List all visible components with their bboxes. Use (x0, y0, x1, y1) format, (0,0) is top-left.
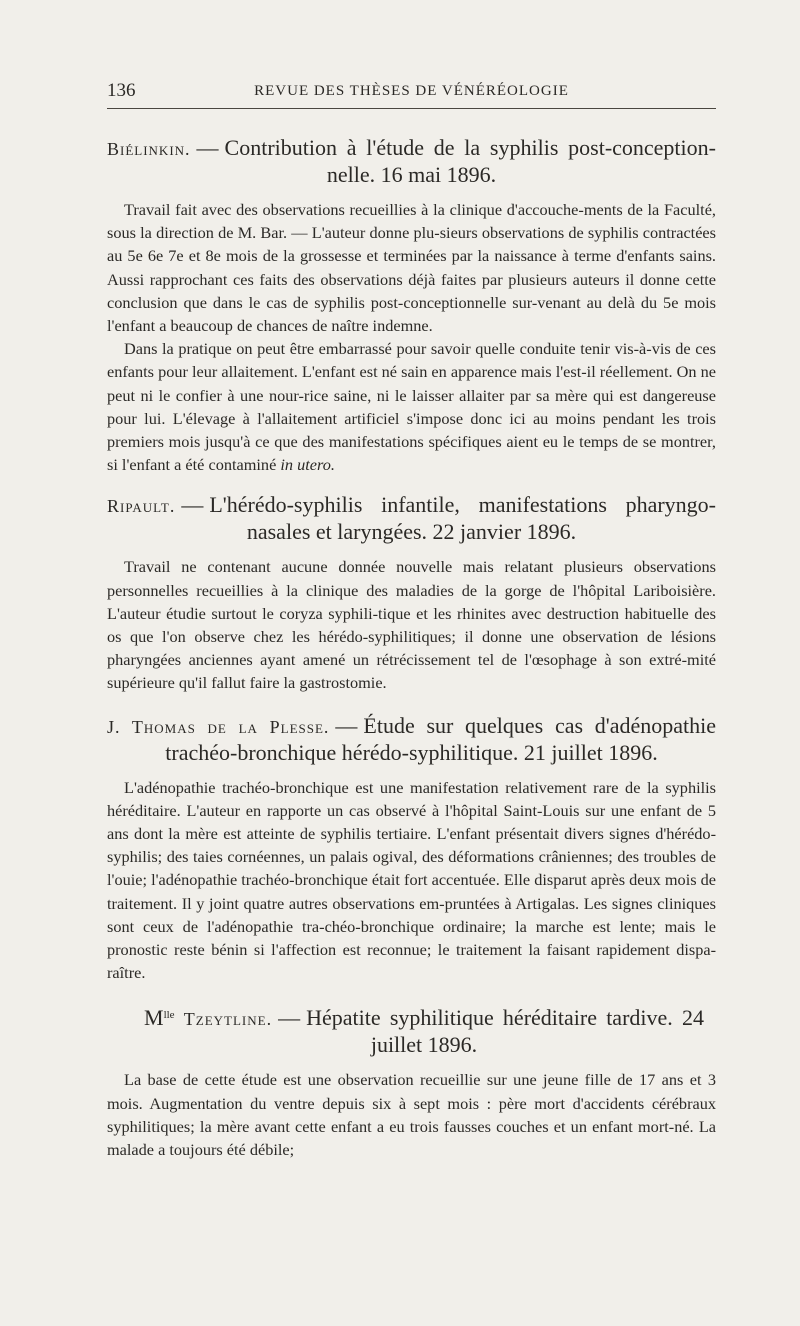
thesis-entry (107, 492, 716, 694)
entry-heading: $M^{lle}$ Tzeytline. — Hépatite syphilitique héréditaire tardive. 24 juillet 1896. (144, 1005, 704, 1058)
entry-paragraph: L'adénopathie trachéo-bronchique est une manifestation relativement rare de la syphilis héréditaire. L'auteur en rapporte un cas observé à l'hôpital Saint-Louis sur une enfant de 5 ans dont la mère est atteinte de syphilis tertiaire. L'enfant présentait divers signes d'hérédo-syphilis; des taies cornéennes, un palais ogival, des déformations crâniennes; des troubles de l'ouie; l'adénopathie trachéo-bronchique était fort accentuée. Elle disparut après deux mois de traitement. Il y joint quatre autres observations em-pruntées à Artigalas. Les signes cliniques sont ceux de l'adénopathie tra-chéo-bronchique ordinaire; la marche est lente; mais le pronostic reste bénin si l'affection est reconnue; le traitement la faisant rapidement dispa-raître. (107, 777, 716, 983)
entry-author: Tzeytline. (183, 1009, 273, 1030)
entry-heading: Biélinkin. — Contribution à l'étude de la syphilis post-conception-nelle. 16 mai 1896. (107, 135, 716, 187)
thesis-entry (107, 135, 716, 476)
entry-body (107, 198, 716, 476)
entry-heading: Ripault. — L'hérédo-syphilis infantile, manifestations pharyngo-nasales et laryngées. 22 janvier 1896. (107, 492, 716, 545)
entry-paragraph: Travail ne contenant aucune donnée nouvelle mais relatant plusieurs observations personnelles recueillies à la clinique des maladies de la gorge de l'hôpital Lariboisière. L'auteur étudie surtout le coryza syphili-tique et les rhinites avec destruction habituelle des os que l'on observe chez les hérédo-syphilitiques; il donne une observation de lésions pharyngées anciennes ayant amené un rétrécissement tel de l'œsophage à son extré-mité supérieure qu'il fallut faire la gastrostomie. (107, 557, 716, 693)
entry-title: Contribution à l'étude de la syphilis post-conception-nelle. 16 mai 1896. (224, 135, 716, 187)
entry-paragraph: Dans la pratique on peut être embarrassé pour savoir quelle conduite tenir vis-à-vis de ces enfants pour leur allaitement. L'enfant est né sain en apparence mais l'est-il réellement. On ne peut ni le confier à une nour-rice saine, ni le laisser allaiter par sa mère qui est dangereuse pour lui. L'élevage à l'allaitement artificiel s'impose donc ici au moins pendant les trois premiers mois jusqu'à ce que des manifestations spécifiques aient eu le temps de se montrer, si l'enfant a été contaminé in utero. (107, 339, 716, 475)
running-title: REVUE DES THÈSES DE VÉNÉRÉOLOGIE (254, 83, 569, 99)
entry-body (107, 555, 716, 694)
entry-paragraph: Travail fait avec des observations recueillies à la clinique d'accouche-ments de la Faculté, sous la direction de M. Bar. — L'auteur donne plu-sieurs observations de syphilis contractées au 5e 6e 7e et 8e mois de la grossesse et terminées par la naissance à terme d'enfants sains. Aussi rapprochant ces faits des observations déjà faites par plusieurs auteurs il donne cette conclusion que dans le cas de syphilis post-conceptionnelle sur-venant au delà du 5e mois l'enfant a beaucoup de chances de naître indemne. (107, 200, 716, 336)
entry-author: J. Thomas de la Plesse. (107, 716, 330, 737)
entry-author-sup: lle (163, 1009, 175, 1022)
entry-author: Biélinkin. (107, 139, 191, 159)
entry-author: Ripault. (107, 496, 176, 517)
entry-body (107, 776, 716, 985)
page-body (107, 135, 716, 1161)
entry-paragraph: La base de cette étude est une observation recueillie sur une jeune fille de 17 ans et 3 mois. Augmentation du ventre depuis six à sept mois : père mort d'accidents cérébraux syphilitiques; la mère avant cette enfant a eu trois fausses couches et un enfant mort-né. La malade a toujours été débile; (107, 1070, 716, 1160)
entry-title: Étude sur quelques cas d'adénopathie trachéo-bronchique hérédo-syphilitique. 21 juillet 1896. (165, 712, 716, 765)
italic-term: in utero. (280, 455, 335, 475)
entry-heading: J. Thomas de la Plesse. — Étude sur quelques cas d'adénopathie trachéo-bronchique hérédo-syphilitique. 21 juillet 1896. (107, 712, 716, 765)
entry-title: L'hérédo-syphilis infantile, manifestations pharyngo-nasales et laryngées. 22 janvier 1896. (209, 492, 716, 545)
entry-author-prefix: M (144, 1005, 164, 1031)
page-number: 136 (107, 80, 136, 101)
page-header (107, 80, 716, 109)
thesis-entry (107, 713, 716, 985)
entry-title: Hépatite syphilitique héréditaire tardive. 24 juillet 1896. (306, 1005, 704, 1058)
entry-body (107, 1068, 716, 1161)
thesis-entry (107, 1002, 716, 1161)
